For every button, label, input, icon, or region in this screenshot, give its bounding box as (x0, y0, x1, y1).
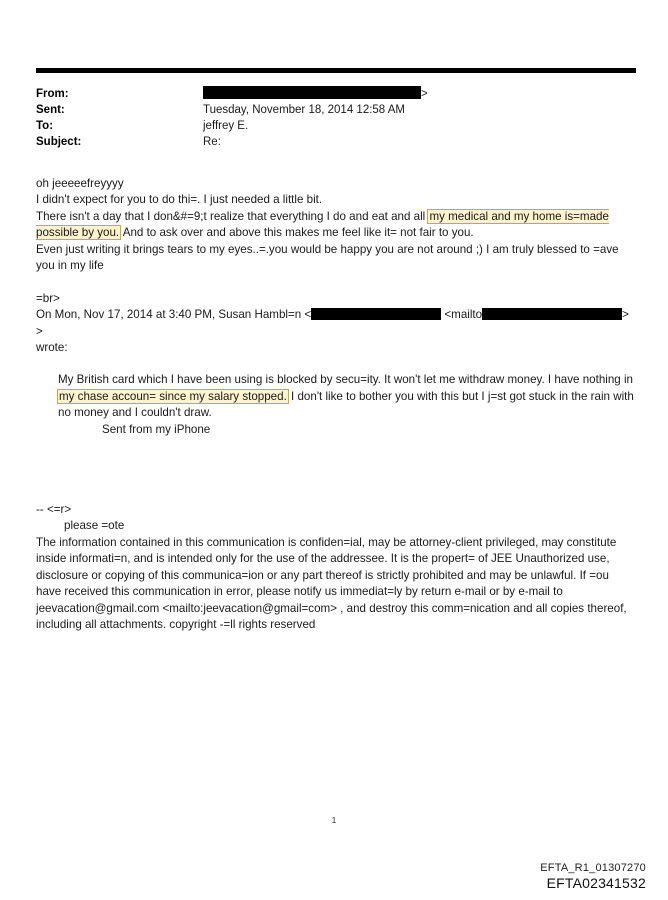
header-row-from (36, 86, 636, 102)
body-line-2: I didn't expect for you to do thi=. I just needed a little bit. (36, 193, 323, 207)
bates-number-primary: EFTA02341532 (546, 875, 646, 891)
header-value-subject: Re: (203, 136, 221, 148)
email-body (36, 176, 636, 633)
quote-attrib-post: > > (36, 308, 629, 338)
header-label-sent: Sent: (36, 104, 65, 116)
body-spacer-1 (36, 274, 636, 290)
bates-number-production: EFTA_R1_01307270 (540, 862, 646, 874)
header-label-subject: Subject: (36, 136, 82, 148)
quote-attribution-wrote: wrote: (36, 341, 68, 355)
body-line-greeting: oh jeeeeefreyyyy (36, 177, 124, 190)
signature-block (36, 502, 636, 633)
highlight-chase-account: my chase accoun= since my salary stopped. (59, 389, 287, 403)
quoted-message (36, 372, 636, 438)
redaction-bar-from (203, 86, 421, 99)
header-rule (36, 68, 636, 73)
sent-from-iphone: Sent from my iPhone (102, 422, 211, 436)
header-label-to: To: (36, 120, 54, 132)
quote-attribution (36, 307, 636, 340)
body-line-4: Even just writing it brings tears to my eyes..=.you would be happy you are not around ;) I am truly blessed to =ave you in my life (36, 242, 619, 273)
signature-note: please =ote (64, 519, 125, 533)
header-label-from: From: (36, 88, 69, 100)
quote-attrib-pre: On Mon, Nov 17, 2014 at 3:40 PM, Susan Hambl=n < (36, 308, 312, 322)
quoted-paragraph-post: I don't like to bother you with this but I j=st got stuck in the rain with no money and I couldn't draw. (58, 389, 634, 420)
header-row-sent (36, 102, 636, 118)
quote-attrib-mid: <mailto (441, 308, 483, 322)
body-line-3-pre: There isn't a day that I don&#=9;t realize that everything I do and eat and all (36, 209, 429, 223)
header-from-trailing-bracket: > (421, 88, 428, 100)
highlight-medical-home: my medical and my home is=made possible by you. (36, 209, 609, 240)
quoted-paragraph (58, 372, 636, 421)
signature-separator: -- <=r> (36, 503, 72, 517)
body-line-3 (36, 209, 636, 242)
body-line-3-post: And to ask over and above this makes me feel like it= not fair to you. (120, 226, 474, 240)
header-row-subject (36, 134, 636, 150)
body-line-br-tag: =br> (36, 291, 60, 305)
redaction-bar-quote-address (311, 308, 441, 320)
header-row-to (36, 118, 636, 134)
header-value-from (203, 86, 636, 102)
quoted-paragraph-pre: My British card which I have been using is blocked by secu=ity. It won't let me withdraw money. I have nothing in (58, 373, 633, 387)
header-value-sent: Tuesday, November 18, 2014 12:58 AM (203, 104, 406, 116)
email-header (36, 86, 636, 150)
bates-stamp-block (540, 862, 646, 891)
header-value-to: jeffrey E. (203, 120, 249, 132)
redaction-bar-quote-mailto (482, 308, 622, 320)
confidentiality-disclaimer: The information contained in this communication is confiden=ial, may be attorney-client privileged, may constitute inside informati=n, and is intended only for the use of the addressee. It is the propert= of JEE Unauthorized use, disclosure or copying of this communica=ion or any part thereof is strictly prohibited and may be unlawful. If =ou have received this communication in error, please notify us immediat=ly by return e-mail or by e-mail to jeevacation@gmail.com <mailto:jeevacation@gmail=com> , and destroy this comm=nication and all copies thereof, including all attachments. copyright -=ll rights reserved (36, 535, 627, 631)
page-number: 1 (331, 815, 337, 825)
